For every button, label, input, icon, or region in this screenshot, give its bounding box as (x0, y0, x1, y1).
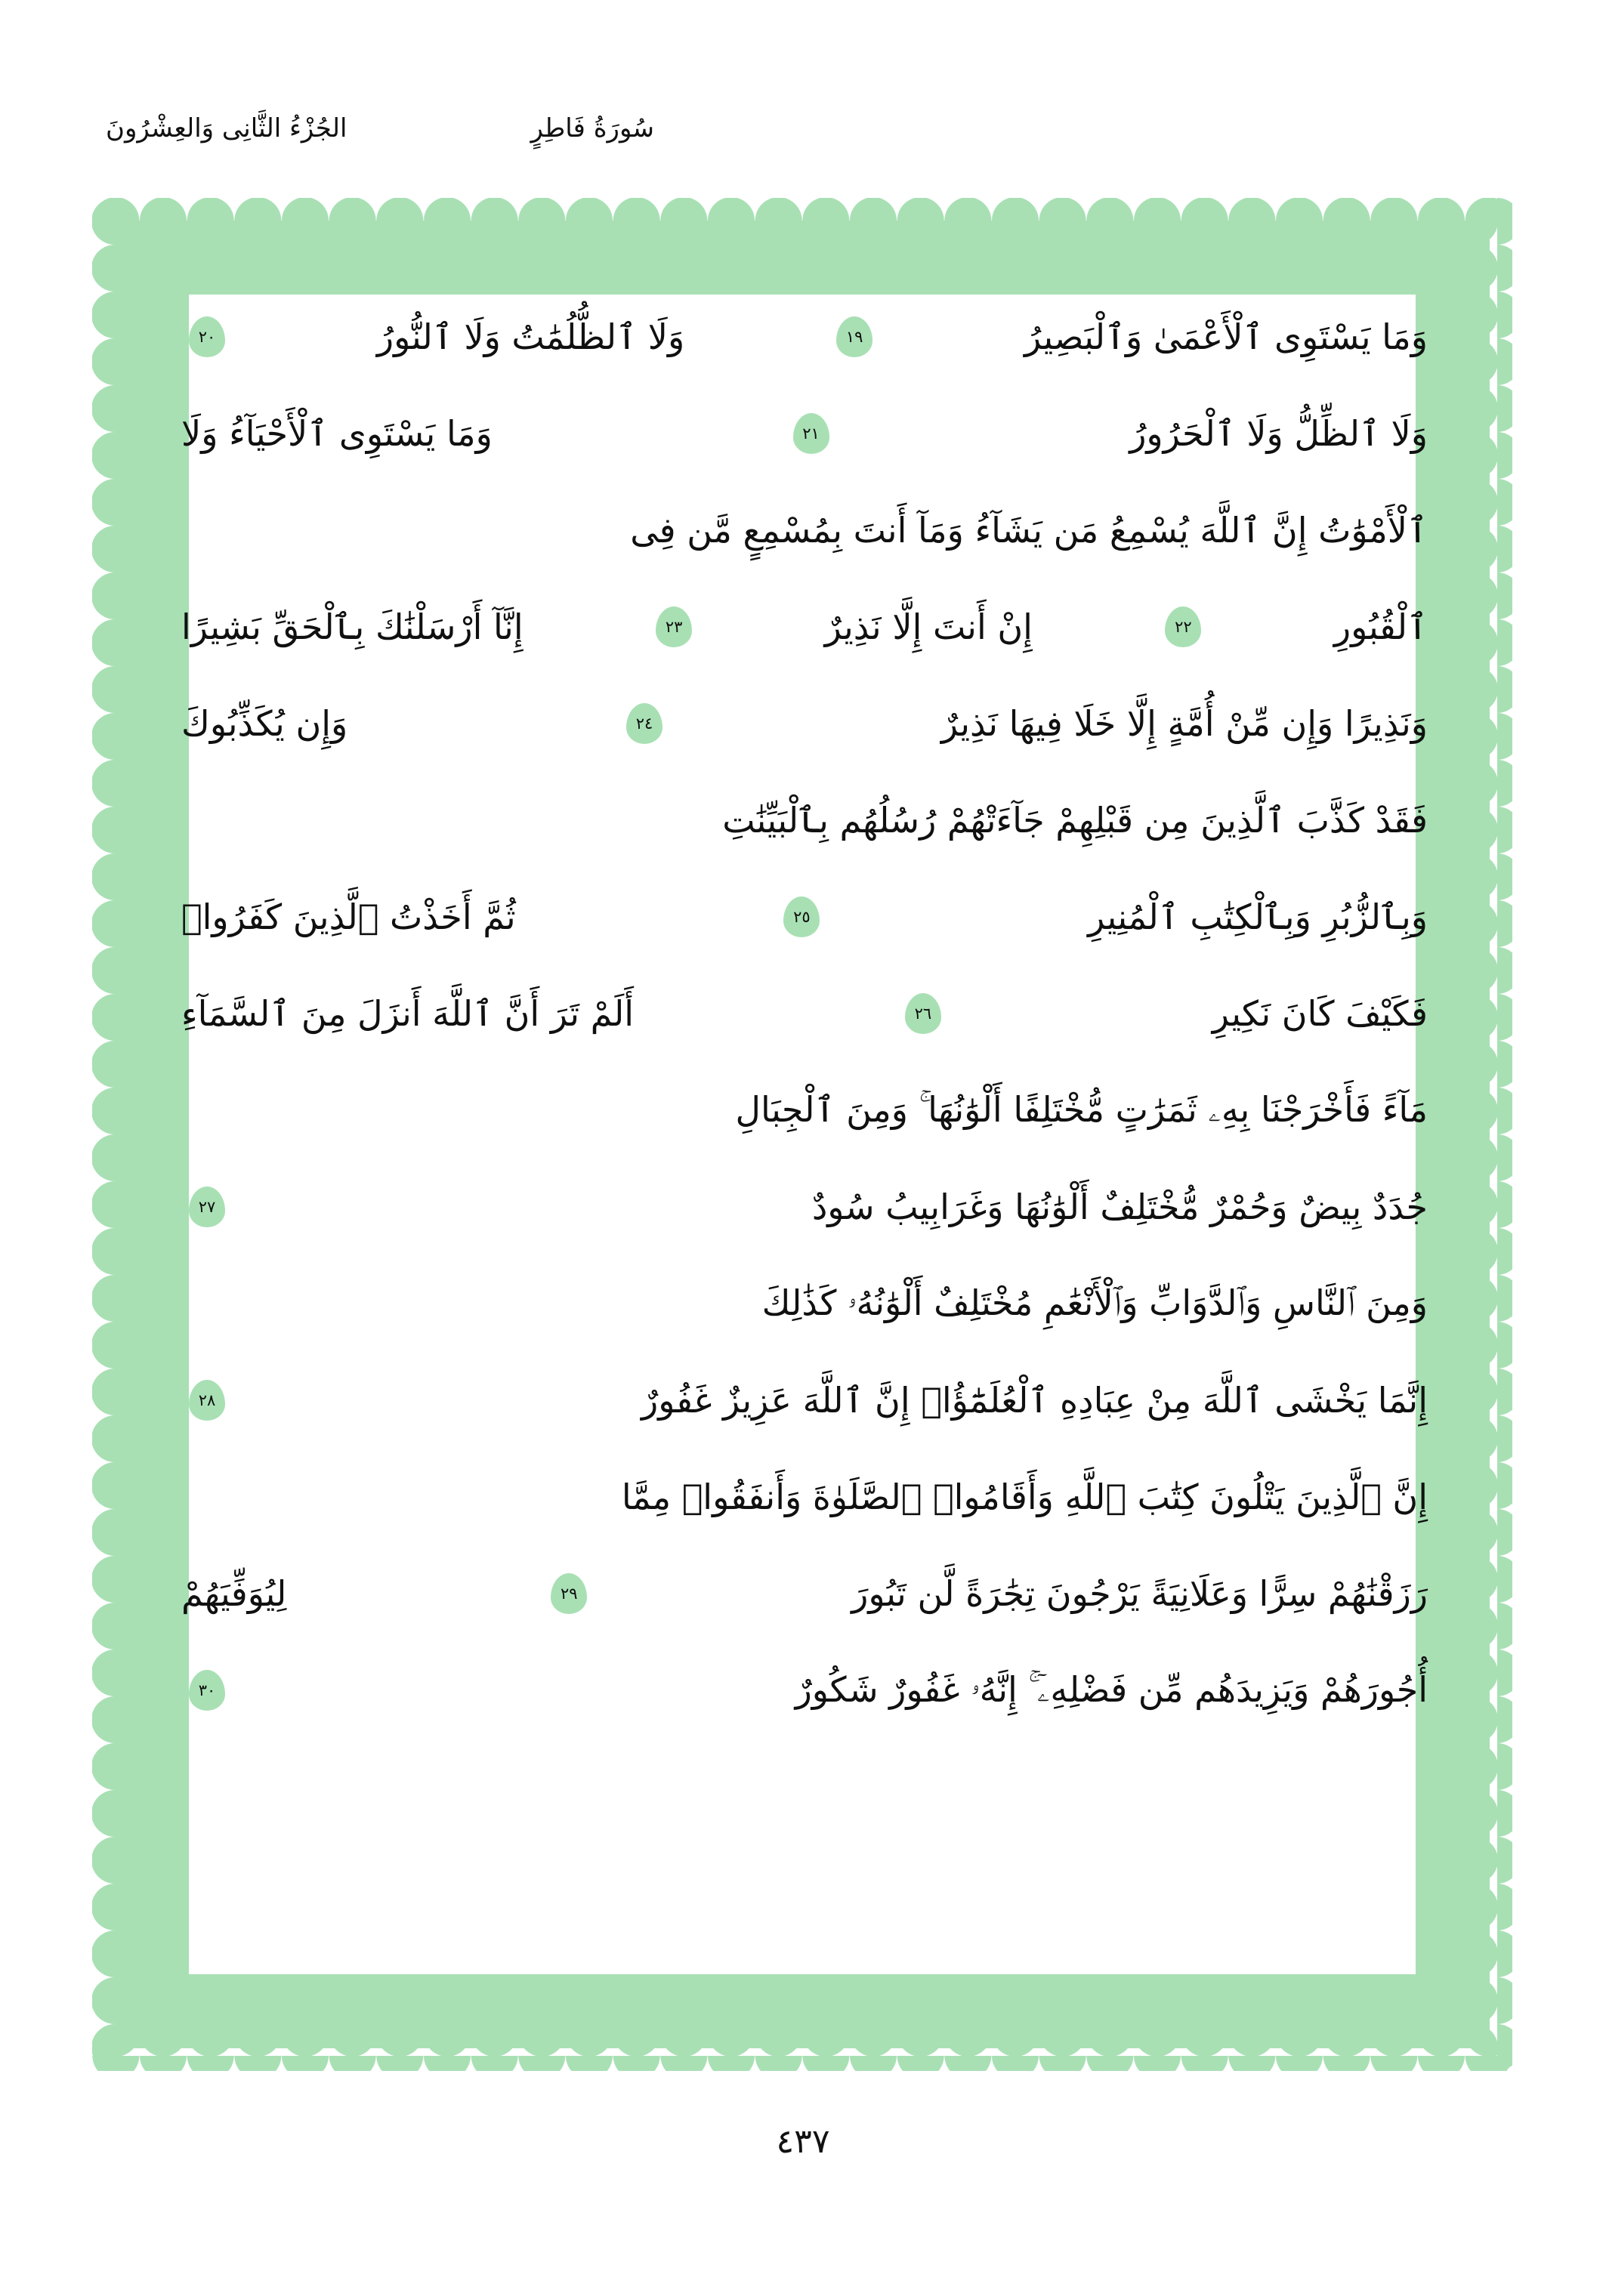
verse-text-segment: وَمَا يَسْتَوِى ٱلْأَعْمَىٰ وَٱلْبَصِيرُ (1024, 316, 1428, 357)
verse-line (181, 1062, 1428, 1159)
verse-line-content (181, 1089, 1428, 1131)
verse-line (181, 1159, 1428, 1255)
ayah-number-marker: ٢٨ (189, 1380, 225, 1421)
verse-line (181, 482, 1428, 579)
verse-text-segment: إِنَّمَا يَخْشَى ٱللَّهَ مِنْ عِبَادِهِ ٱلْعُلَمَٰٓؤُا۟ إِنَّ ٱللَّهَ عَزِيزٌ غَفُورٌ (641, 1380, 1428, 1421)
verse-text-segment: وَمِنَ ٱلنَّاسِ وَٱلدَّوَابِّ وَٱلْأَنْعَٰمِ مُخْتَلِفٌ أَلْوَٰنُهُۥ كَذَٰلِكَ (761, 1282, 1428, 1323)
verse-line-content (181, 316, 1428, 357)
verse-text-segment: إِنَّ ٱلَّذِينَ يَتْلُونَ كِتَٰبَ ٱللَّهِ وَأَقَامُوا۟ ٱلصَّلَوٰةَ وَأَنفَقُوا۟ مِمَّا (621, 1477, 1428, 1517)
verse-text-segment: إِنَّآ أَرْسَلْنَٰكَ بِٱلْحَقِّ بَشِيرًا (181, 606, 523, 647)
verse-line (181, 289, 1428, 385)
verse-text-segment: وَبِٱلزُّبُرِ وَبِٱلْكِتَٰبِ ٱلْمُنِيرِ (1088, 896, 1428, 937)
verse-line (181, 1352, 1428, 1449)
verse-line-content (181, 896, 1428, 937)
verse-line-content (181, 1477, 1428, 1517)
verse-text-segment: لِيُوَفِّيَهُمْ (181, 1573, 287, 1614)
verse-text-segment: أَلَمْ تَرَ أَنَّ ٱللَّهَ أَنزَلَ مِنَ ٱلسَّمَآءِ (181, 993, 635, 1034)
verse-text-segment: أُجُورَهُمْ وَيَزِيدَهُم مِّن فَضْلِهِۦٓ ۚ إِنَّهُۥ غَفُورٌ شَكُورٌ (795, 1669, 1428, 1710)
verse-text-segment: وَمَا يَسْتَوِى ٱلْأَحْيَآءُ وَلَا (181, 413, 493, 454)
ayah-number-marker: ٢٢ (1165, 606, 1201, 647)
verse-line-content (181, 1380, 1428, 1421)
verse-text-segment: وَلَا ٱلظُّلُمَٰتُ وَلَا ٱلنُّورُ (376, 316, 685, 357)
verse-line (181, 965, 1428, 1062)
verse-line (181, 1255, 1428, 1352)
verse-text-segment: ٱلْأَمْوَٰتُ إِنَّ ٱللَّهَ يُسْمِعُ مَن يَشَآءُ وَمَآ أَنتَ بِمُسْمِعٍ مَّن فِى (630, 510, 1428, 551)
ayah-number-marker: ٢١ (793, 413, 829, 454)
verse-text-segment: رَزَقْنَٰهُمْ سِرًّا وَعَلَانِيَةً يَرْجُونَ تِجَٰرَةً لَّن تَبُورَ (851, 1573, 1428, 1614)
verse-line (181, 385, 1428, 482)
verse-line (181, 1642, 1428, 1739)
verse-line (181, 1449, 1428, 1545)
verse-line (181, 869, 1428, 965)
juz-label: الجُزْءُ الثَّانِى وَالعِشْرُونَ (106, 113, 347, 144)
surah-label: سُورَةُ فَاطِرٍ (530, 113, 654, 144)
verse-text-segment: مَآءً فَأَخْرَجْنَا بِهِۦ ثَمَرَٰتٍ مُّخْتَلِفًا أَلْوَٰنُهَا ۚ وَمِنَ ٱلْجِبَالِ (735, 1089, 1428, 1130)
verse-line-content (181, 510, 1428, 551)
verse-line-content (181, 993, 1428, 1034)
verse-text-segment: ٱلْقُبُورِ (1333, 606, 1428, 647)
verse-line-content (181, 413, 1428, 454)
verse-text-segment: جُدَدٌ بِيضٌ وَحُمْرٌ مُّخْتَلِفٌ أَلْوَٰنُهَا وَغَرَابِيبُ سُودٌ (811, 1187, 1428, 1227)
verse-line-content (181, 703, 1428, 744)
verse-line-content (181, 1282, 1428, 1325)
verse-line (181, 579, 1428, 675)
verse-text-segment: وَنَذِيرًا وَإِن مِّنْ أُمَّةٍ إِلَّا خَلَا فِيهَا نَذِيرٌ (940, 703, 1428, 744)
ayah-number-marker: ٣٠ (189, 1670, 225, 1711)
verse-line-content (181, 606, 1428, 647)
verse-text-segment: إِنْ أَنتَ إِلَّا نَذِيرٌ (824, 606, 1033, 647)
verse-line (181, 772, 1428, 869)
verse-line (181, 675, 1428, 772)
verse-line (181, 1545, 1428, 1642)
verse-line-content (181, 800, 1428, 841)
verse-text-block (181, 289, 1428, 1995)
verse-text-segment: فَكَيْفَ كَانَ نَكِيرِ (1212, 993, 1428, 1034)
page-number: ٤٣٧ (776, 2122, 830, 2161)
verse-line-content (181, 1187, 1428, 1227)
verse-text-segment: وَإِن يُكَذِّبُوكَ (181, 703, 348, 744)
ayah-number-marker: ١٩ (836, 316, 872, 357)
ayah-number-marker: ٢٩ (551, 1573, 587, 1614)
ayah-number-marker: ٢٣ (656, 606, 692, 647)
verse-text-segment: وَلَا ٱلظِّلُّ وَلَا ٱلْحَرُورُ (1129, 413, 1428, 454)
ayah-number-marker: ٢٧ (189, 1187, 225, 1227)
verse-text-segment: ثُمَّ أَخَذْتُ ٱلَّذِينَ كَفَرُوا۟ (181, 896, 516, 937)
ayah-number-marker: ٢٤ (626, 703, 662, 744)
verse-text-segment: فَقَدْ كَذَّبَ ٱلَّذِينَ مِن قَبْلِهِمْ جَآءَتْهُمْ رُسُلُهُم بِٱلْبَيِّنَٰتِ (722, 800, 1428, 841)
page-header (0, 113, 1606, 174)
verse-line-content (181, 1573, 1428, 1614)
verse-line-content (181, 1669, 1428, 1711)
ayah-number-marker: ٢٦ (905, 993, 941, 1034)
ayah-number-marker: ٢٠ (189, 316, 225, 357)
ayah-number-marker: ٢٥ (783, 896, 820, 937)
